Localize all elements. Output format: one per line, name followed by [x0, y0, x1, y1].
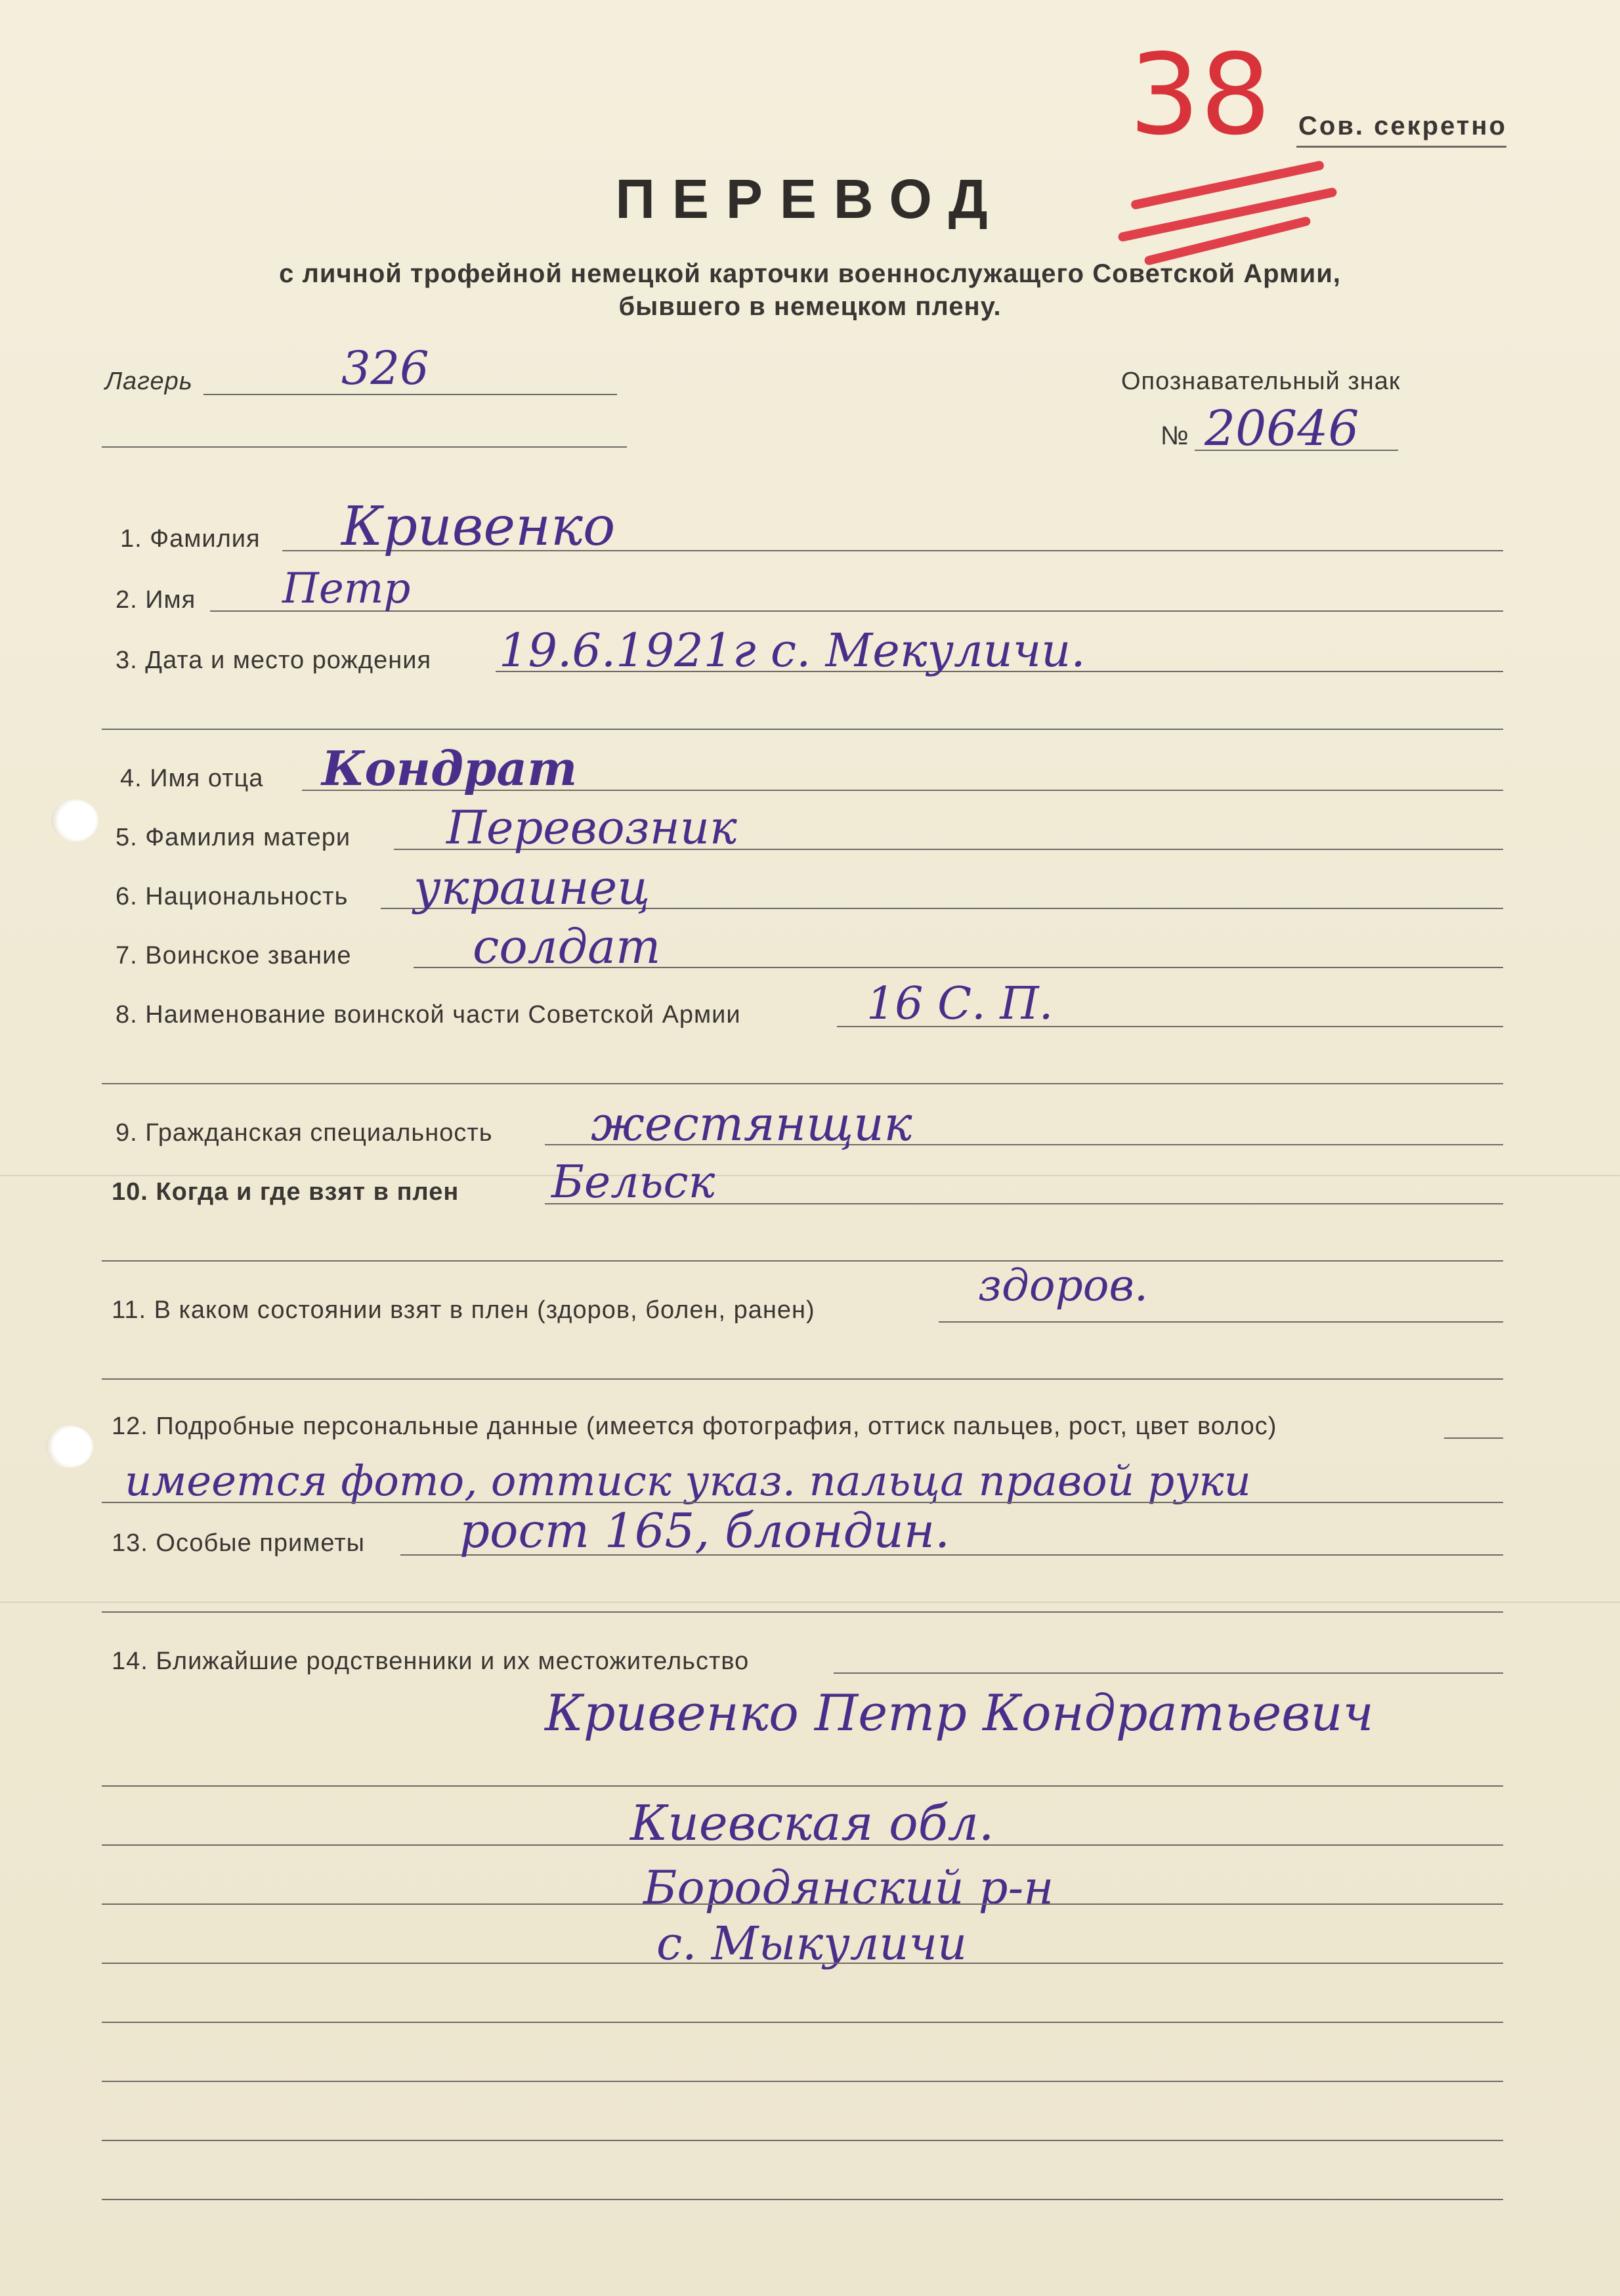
field-3-line-2: [102, 729, 1503, 730]
archive-number: 38: [1129, 30, 1271, 160]
field-14-address-line2: Бородянский р-н: [643, 1861, 1054, 1915]
field-9-label: 9. Гражданская специальность: [116, 1119, 493, 1147]
field-14-line-4: [102, 1903, 1503, 1905]
field-14-line-2: [102, 1785, 1503, 1787]
punch-hole: [46, 1426, 93, 1468]
field-5-value: Перевозник: [446, 801, 737, 855]
punch-hole: [51, 799, 98, 841]
id-tag-number-prefix: №: [1161, 421, 1189, 450]
field-10-label: 10. Когда и где взят в плен: [112, 1178, 459, 1206]
field-12-line: [1444, 1437, 1503, 1439]
field-14-line-3: [102, 1844, 1503, 1846]
field-11-value: здоров.: [978, 1260, 1148, 1311]
field-14-address-line1: Киевская обл.: [630, 1795, 994, 1852]
field-11-line: [939, 1321, 1503, 1323]
field-11-label: 11. В каком состоянии взят в плен (здоров, болен, ранен): [112, 1296, 815, 1324]
field-8-value: 16 С. П.: [866, 978, 1054, 1030]
field-14-label: 14. Ближайшие родственники и их местожительство: [112, 1648, 750, 1675]
document-subtitle-line2: бывшего в немецком плену.: [618, 292, 1002, 321]
field-5-label: 5. Фамилия матери: [116, 824, 351, 851]
field-10-value: Бельск: [551, 1157, 715, 1208]
classification-underline: [1296, 146, 1506, 148]
field-14-line-5: [102, 1963, 1503, 1964]
document-title: ПЕРЕВОД: [615, 168, 1005, 230]
field-1-value: Кривенко: [341, 496, 616, 558]
field-8-line-2: [102, 1083, 1503, 1084]
field-11-line-2: [102, 1378, 1503, 1380]
field-14-line-7: [102, 2081, 1503, 2082]
field-2-label: 2. Имя: [116, 586, 196, 614]
field-13-value: рост 165, блондин.: [459, 1503, 950, 1558]
field-7-value: солдат: [473, 919, 661, 974]
camp-line-2: [102, 446, 627, 448]
field-14-address-line3: с. Мыкуличи: [656, 1917, 968, 1970]
id-tag-label: Опознавательный знак: [1121, 368, 1401, 395]
field-14-line-8: [102, 2140, 1503, 2141]
classification-label: Сов. секретно: [1298, 112, 1507, 140]
field-3-value: 19.6.1921г с. Мекуличи.: [499, 624, 1086, 677]
field-14-line-6: [102, 2022, 1503, 2023]
field-14-line-9: [102, 2199, 1503, 2200]
field-1-label: 1. Фамилия: [120, 525, 261, 553]
camp-label: Лагерь: [105, 368, 193, 395]
field-10-line-2: [102, 1260, 1503, 1262]
field-13-line-2: [102, 1611, 1503, 1613]
field-12-value: имеется фото, оттиск указ. пальца правой руки: [125, 1457, 1251, 1506]
field-3-label: 3. Дата и место рождения: [116, 647, 432, 674]
id-tag-number: 20646: [1204, 400, 1359, 457]
field-9-value: жестянщик: [591, 1096, 912, 1151]
field-6-value: украинец: [414, 860, 650, 915]
field-2-value: Петр: [282, 564, 411, 613]
document-subtitle-line1: с личной трофейной немецкой карточки военнослужащего Советской Армии,: [279, 259, 1341, 288]
field-7-label: 7. Воинское звание: [116, 942, 352, 969]
field-14-line: [834, 1672, 1503, 1674]
paper-fold: [0, 1602, 1620, 1603]
field-12-label: 12. Подробные персональные данные (имеется фотография, оттиск пальцев, рост, цвет волос): [112, 1413, 1277, 1440]
field-8-label: 8. Наименование воинской части Советской Армии: [116, 1001, 741, 1029]
field-4-value: Кондрат: [322, 740, 578, 796]
field-4-label: 4. Имя отца: [120, 765, 264, 792]
field-6-label: 6. Национальность: [116, 883, 349, 910]
paper-fold: [0, 1175, 1620, 1176]
field-13-label: 13. Особые приметы: [112, 1529, 365, 1557]
field-14-relative: Кривенко Петр Кондратьевич: [545, 1684, 1374, 1742]
camp-value: 326: [341, 341, 429, 395]
